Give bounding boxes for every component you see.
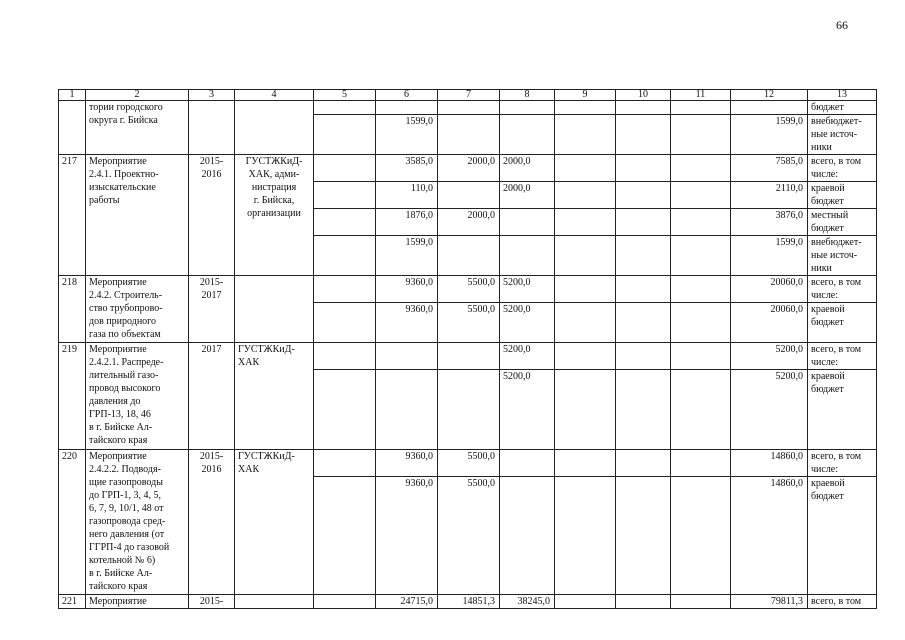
- value-cell: 5500,0: [438, 450, 500, 477]
- value-cell: [314, 370, 376, 450]
- value-cell: [500, 182, 555, 209]
- executor-cell: [235, 276, 314, 343]
- text-line: до ГРП-1, 3, 4, 5,: [89, 490, 161, 501]
- value-cell: [376, 101, 438, 115]
- value-cell: [616, 343, 671, 370]
- value-cell: [555, 236, 616, 276]
- value-cell: 14860,0: [731, 477, 808, 595]
- value-cell: 1599,0: [731, 236, 808, 276]
- value-cell: [500, 209, 555, 236]
- text-line: округа г. Бийска: [89, 115, 158, 126]
- value-cell: [314, 101, 376, 115]
- value-cell: [314, 477, 376, 595]
- period-cell: [189, 343, 235, 450]
- value-cell: [671, 303, 731, 343]
- cell-value: 2000,0: [503, 183, 531, 194]
- value-cell: [616, 155, 671, 182]
- value-cell: 1599,0: [376, 115, 438, 155]
- text-line: в г. Бийске Ал-: [89, 422, 153, 433]
- text-line: ники: [811, 142, 832, 153]
- text-line: всего, в том: [811, 451, 862, 462]
- text-line: числе:: [811, 169, 839, 180]
- value-cell: [438, 343, 500, 370]
- value-cell: [616, 115, 671, 155]
- value-cell: [555, 595, 616, 609]
- value-cell: 5200,0: [731, 370, 808, 450]
- value-cell: [616, 101, 671, 115]
- value-cell: 2000,0: [438, 209, 500, 236]
- text-line: бюджет: [811, 102, 844, 113]
- text-line: ные источ-: [811, 250, 858, 261]
- value-cell: 110,0: [376, 182, 438, 209]
- text-line: краевой: [811, 371, 845, 382]
- executor-cell: [235, 343, 314, 450]
- text-line: в г. Бийске Ал-: [89, 568, 153, 579]
- text-line: 2015-: [199, 156, 224, 167]
- value-cell: 7585,0: [731, 155, 808, 182]
- value-cell: [671, 182, 731, 209]
- source-cell: [808, 115, 877, 155]
- period-cell: [189, 155, 235, 276]
- measure-name: [86, 155, 189, 276]
- value-cell: 20060,0: [731, 276, 808, 303]
- value-cell: [500, 370, 555, 450]
- text-line: г. Бийска,: [253, 195, 295, 206]
- period-cell: [189, 450, 235, 595]
- value-cell: 1599,0: [376, 236, 438, 276]
- value-cell: [671, 450, 731, 477]
- text-line: Мероприятие: [89, 344, 147, 355]
- text-line: провод высокого: [89, 383, 161, 394]
- text-line: внебюджет-: [811, 116, 862, 127]
- table-row: [59, 450, 877, 477]
- text-line: 2016: [201, 464, 222, 475]
- row-number: 221: [59, 595, 86, 609]
- header-row: [59, 90, 877, 101]
- value-cell: [671, 370, 731, 450]
- value-cell: [671, 236, 731, 276]
- row-number: [59, 101, 86, 155]
- text-line: давления до: [89, 396, 141, 407]
- value-cell: 5500,0: [438, 477, 500, 595]
- value-cell: [500, 155, 555, 182]
- period-cell: [189, 276, 235, 343]
- text-line: него давления (от: [89, 529, 165, 540]
- measure-name: [86, 595, 189, 609]
- value-cell: [555, 182, 616, 209]
- text-line: 2017: [201, 290, 222, 301]
- budget-table: [58, 89, 877, 609]
- value-cell: 20060,0: [731, 303, 808, 343]
- text-line: 2.4.1. Проектно-: [89, 169, 159, 180]
- text-line: всего, в том: [811, 156, 862, 167]
- header-cell: 11: [671, 90, 731, 101]
- source-cell: [808, 370, 877, 450]
- text-line: внебюджет-: [811, 237, 862, 248]
- text-line: ГРП-13, 18, 46: [89, 409, 151, 420]
- value-cell: 14851,3: [438, 595, 500, 609]
- source-cell: [808, 343, 877, 370]
- value-cell: [671, 595, 731, 609]
- executor-cell: [235, 450, 314, 595]
- value-cell: [555, 101, 616, 115]
- text-line: числе:: [811, 464, 839, 475]
- value-cell: [438, 370, 500, 450]
- value-cell: [616, 595, 671, 609]
- text-line: Мероприятие: [89, 156, 147, 167]
- row-number: 217: [59, 155, 86, 276]
- value-cell: 14860,0: [731, 450, 808, 477]
- text-line: дов природного: [89, 316, 157, 327]
- executor-cell: [235, 595, 314, 609]
- text-line: 2015-: [199, 277, 224, 288]
- value-cell: [438, 182, 500, 209]
- source-cell: [808, 595, 877, 609]
- text-line: 2015-: [199, 451, 224, 462]
- value-cell: [555, 477, 616, 595]
- value-cell: [438, 101, 500, 115]
- value-cell: [438, 236, 500, 276]
- value-cell: [314, 115, 376, 155]
- value-cell: [500, 236, 555, 276]
- period-cell: [189, 101, 235, 155]
- value-cell: 5200,0: [731, 343, 808, 370]
- value-cell: [314, 236, 376, 276]
- value-cell: 1876,0: [376, 209, 438, 236]
- value-cell: [616, 450, 671, 477]
- text-line: тайского края: [89, 581, 148, 592]
- value-cell: [376, 370, 438, 450]
- value-cell: [500, 115, 555, 155]
- text-line: Мероприятие: [89, 596, 147, 607]
- value-cell: [616, 303, 671, 343]
- header-cell: 9: [555, 90, 616, 101]
- value-cell: [500, 276, 555, 303]
- period-cell: [189, 595, 235, 609]
- table-row: [59, 343, 877, 370]
- text-line: всего, в том: [811, 277, 862, 288]
- value-cell: [671, 101, 731, 115]
- value-cell: [616, 182, 671, 209]
- value-cell: [500, 303, 555, 343]
- value-cell: 1599,0: [731, 115, 808, 155]
- text-line: изыскательские: [89, 182, 156, 193]
- header-cell: 13: [808, 90, 877, 101]
- cell-value: 5200,0: [503, 304, 531, 315]
- text-line: тайского края: [89, 435, 148, 446]
- value-cell: [555, 343, 616, 370]
- value-cell: [314, 343, 376, 370]
- value-cell: 2110,0: [731, 182, 808, 209]
- value-cell: 9360,0: [376, 450, 438, 477]
- text-line: 2.4.2. Строитель-: [89, 290, 163, 301]
- value-cell: [555, 115, 616, 155]
- value-cell: [555, 155, 616, 182]
- text-line: 2015-: [199, 596, 224, 607]
- header-cell: 1: [59, 90, 86, 101]
- value-cell: [555, 450, 616, 477]
- text-line: ХАК, адми-: [248, 169, 300, 180]
- text-line: бюджет: [811, 384, 844, 395]
- header-cell: 7: [438, 90, 500, 101]
- value-cell: 24715,0: [376, 595, 438, 609]
- cell-value: 2000,0: [503, 156, 531, 167]
- value-cell: [500, 343, 555, 370]
- value-cell: [555, 209, 616, 236]
- text-line: краевой: [811, 478, 845, 489]
- value-cell: [671, 155, 731, 182]
- measure-name: [86, 343, 189, 450]
- source-cell: [808, 477, 877, 595]
- text-line: краевой: [811, 304, 845, 315]
- cell-value: 5200,0: [503, 344, 531, 355]
- value-cell: 5500,0: [438, 276, 500, 303]
- source-cell: [808, 276, 877, 303]
- text-line: газопровода сред-: [89, 516, 166, 527]
- header-cell: 3: [189, 90, 235, 101]
- text-line: 2017: [201, 344, 222, 355]
- cell-value: 5200,0: [503, 371, 531, 382]
- text-line: 2.4.2.1. Распреде-: [89, 357, 164, 368]
- value-cell: [555, 303, 616, 343]
- text-line: числе:: [811, 290, 839, 301]
- text-line: ство трубопрово-: [89, 303, 163, 314]
- text-line: ХАК: [238, 464, 260, 475]
- table-row: [59, 155, 877, 182]
- row-number: 219: [59, 343, 86, 450]
- executor-cell: [235, 101, 314, 155]
- text-line: бюджет: [811, 223, 844, 234]
- value-cell: [616, 276, 671, 303]
- value-cell: 9360,0: [376, 276, 438, 303]
- value-cell: [671, 209, 731, 236]
- header-cell: 2: [86, 90, 189, 101]
- value-cell: [314, 595, 376, 609]
- text-line: газа по объектам: [89, 329, 161, 340]
- value-cell: 9360,0: [376, 303, 438, 343]
- text-line: тории городского: [89, 102, 163, 113]
- table-row: [59, 101, 877, 115]
- text-line: ГГРП-4 до газовой: [89, 542, 170, 553]
- value-cell: [616, 477, 671, 595]
- header-cell: 12: [731, 90, 808, 101]
- text-line: всего, в том: [811, 596, 862, 607]
- value-cell: [500, 101, 555, 115]
- value-cell: [616, 370, 671, 450]
- text-line: котельной № 6): [89, 555, 156, 566]
- executor-cell: [235, 155, 314, 276]
- table-row: [59, 276, 877, 303]
- source-cell: [808, 155, 877, 182]
- text-line: ХАК: [238, 357, 260, 368]
- source-cell: [808, 182, 877, 209]
- value-cell: [314, 155, 376, 182]
- text-line: ГУСТЖКиД-: [245, 156, 303, 167]
- header-cell: 5: [314, 90, 376, 101]
- value-cell: 5500,0: [438, 303, 500, 343]
- value-cell: [314, 450, 376, 477]
- text-line: местный: [811, 210, 849, 221]
- value-cell: [555, 276, 616, 303]
- text-line: числе:: [811, 357, 839, 368]
- value-cell: [616, 209, 671, 236]
- value-cell: [731, 101, 808, 115]
- value-cell: [616, 236, 671, 276]
- table-row: [59, 595, 877, 609]
- text-line: 6, 7, 9, 10/1, 48 от: [89, 503, 164, 514]
- value-cell: [314, 276, 376, 303]
- row-number: 218: [59, 276, 86, 343]
- value-cell: [500, 450, 555, 477]
- value-cell: [438, 115, 500, 155]
- text-line: 2.4.2.2. Подводя-: [89, 464, 161, 475]
- text-line: всего, в том: [811, 344, 862, 355]
- header-cell: 4: [235, 90, 314, 101]
- source-cell: [808, 209, 877, 236]
- value-cell: [376, 343, 438, 370]
- source-cell: [808, 303, 877, 343]
- value-cell: [671, 115, 731, 155]
- value-cell: 2000,0: [438, 155, 500, 182]
- value-cell: 79811,3: [731, 595, 808, 609]
- value-cell: 38245,0: [500, 595, 555, 609]
- header-cell: 8: [500, 90, 555, 101]
- text-line: ники: [811, 263, 832, 274]
- text-line: щие газопроводы: [89, 477, 163, 488]
- source-cell: [808, 236, 877, 276]
- value-cell: [671, 343, 731, 370]
- source-cell: [808, 101, 877, 115]
- value-cell: [314, 303, 376, 343]
- value-cell: [500, 477, 555, 595]
- text-line: бюджет: [811, 317, 844, 328]
- text-line: нистрация: [251, 182, 297, 193]
- text-line: организации: [247, 208, 301, 219]
- value-cell: 3585,0: [376, 155, 438, 182]
- text-line: Мероприятие: [89, 277, 147, 288]
- header-cell: 10: [616, 90, 671, 101]
- measure-name: [86, 276, 189, 343]
- value-cell: 3876,0: [731, 209, 808, 236]
- cell-value: 5200,0: [503, 277, 531, 288]
- measure-name: [86, 450, 189, 595]
- value-cell: [671, 276, 731, 303]
- row-number: 220: [59, 450, 86, 595]
- source-cell: [808, 450, 877, 477]
- text-line: лительный газо-: [89, 370, 159, 381]
- value-cell: [314, 182, 376, 209]
- value-cell: [555, 370, 616, 450]
- value-cell: [671, 477, 731, 595]
- text-line: ГУСТЖКиД-: [238, 451, 295, 462]
- text-line: работы: [89, 195, 120, 206]
- text-line: Мероприятие: [89, 451, 147, 462]
- text-line: бюджет: [811, 491, 844, 502]
- measure-name: [86, 101, 189, 155]
- value-cell: 9360,0: [376, 477, 438, 595]
- text-line: ГУСТЖКиД-: [238, 344, 295, 355]
- text-line: 2016: [201, 169, 222, 180]
- text-line: бюджет: [811, 196, 844, 207]
- text-line: ные источ-: [811, 129, 858, 140]
- text-line: краевой: [811, 183, 845, 194]
- page-number: 66: [836, 18, 848, 32]
- header-cell: 6: [376, 90, 438, 101]
- value-cell: [314, 209, 376, 236]
